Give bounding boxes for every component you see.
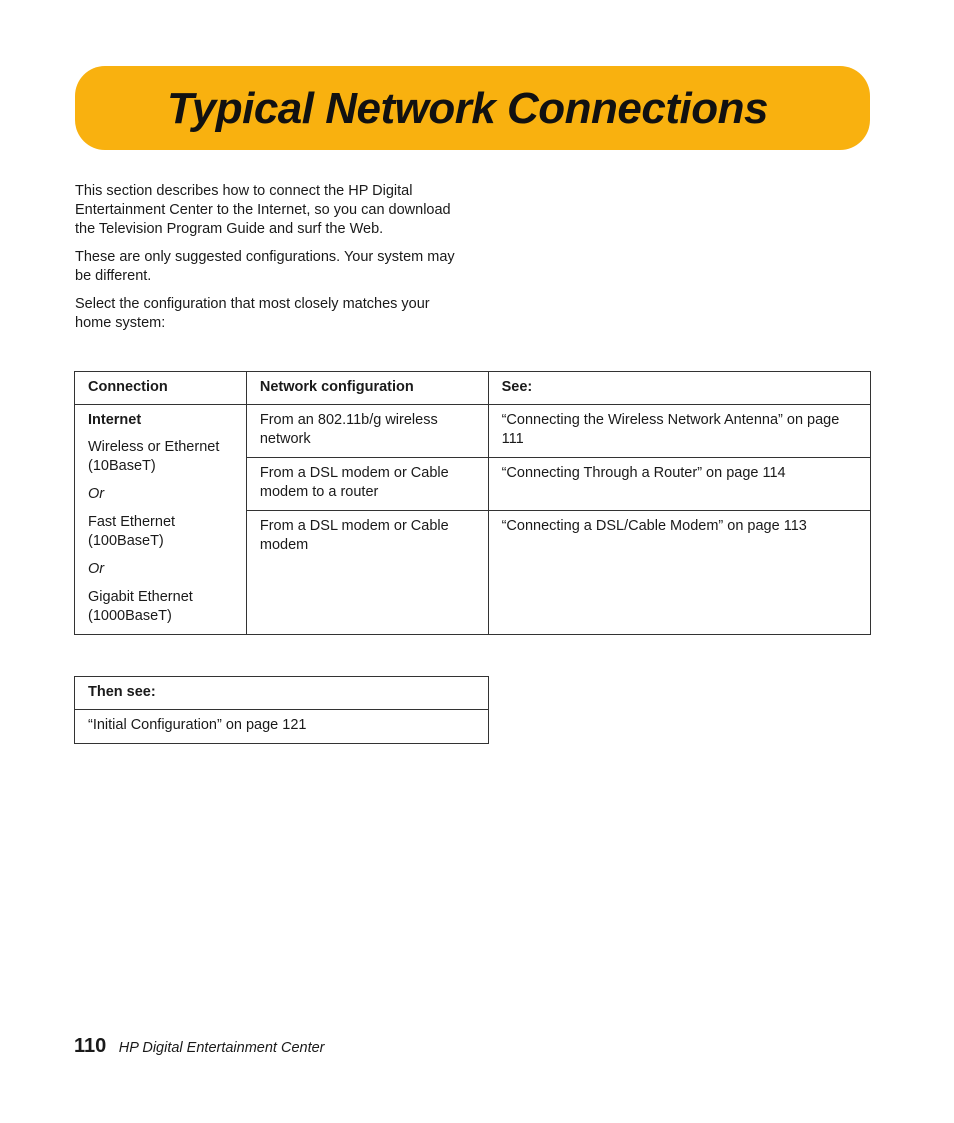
connection-type: Wireless or Ethernet (10BaseT) — [88, 439, 220, 474]
page-footer — [74, 1034, 325, 1058]
table-row — [75, 405, 871, 458]
table-header-row — [75, 677, 489, 710]
then-see-reference: “Initial Configuration” on page 121 — [75, 710, 489, 744]
intro-text — [75, 182, 455, 342]
title-banner — [75, 66, 870, 150]
table-header-row — [75, 372, 871, 405]
then-see-table — [74, 676, 489, 744]
page-number: 110 — [74, 1035, 107, 1057]
intro-paragraph: These are only suggested configurations. Your system may be different. — [75, 249, 455, 284]
connection-cell — [75, 405, 247, 635]
column-header-see: See: — [488, 372, 870, 405]
then-see-header: Then see: — [75, 677, 489, 710]
connection-or: Or — [88, 486, 105, 502]
footer-title: HP Digital Entertainment Center — [118, 1040, 325, 1056]
column-header-connection: Connection — [75, 372, 247, 405]
see-reference-cell: “Connecting the Wireless Network Antenna” on page 111 — [488, 405, 870, 458]
intro-paragraph: This section describes how to connect the HP Digital Entertainment Center to the Internet, so you can download the Television Program Guide and surf the Web. — [75, 183, 451, 237]
see-reference-cell: “Connecting Through a Router” on page 114 — [488, 458, 870, 511]
intro-paragraph: Select the configuration that most closely matches your home system: — [75, 296, 430, 331]
connections-table — [74, 371, 871, 635]
connection-type: Gigabit Ethernet (1000BaseT) — [88, 589, 193, 624]
connection-heading: Internet — [88, 412, 142, 428]
column-header-network-configuration: Network configuration — [246, 372, 488, 405]
network-config-cell: From a DSL modem or Cable modem to a router — [246, 458, 488, 511]
connection-or: Or — [88, 561, 105, 577]
connection-type: Fast Ethernet (100BaseT) — [88, 514, 176, 549]
table-row — [75, 710, 489, 744]
see-reference-cell: “Connecting a DSL/Cable Modem” on page 113 — [488, 511, 870, 635]
network-config-cell: From an 802.11b/g wireless network — [246, 405, 488, 458]
network-config-cell: From a DSL modem or Cable modem — [246, 511, 488, 635]
page-title: Typical Network Connections — [167, 84, 768, 133]
